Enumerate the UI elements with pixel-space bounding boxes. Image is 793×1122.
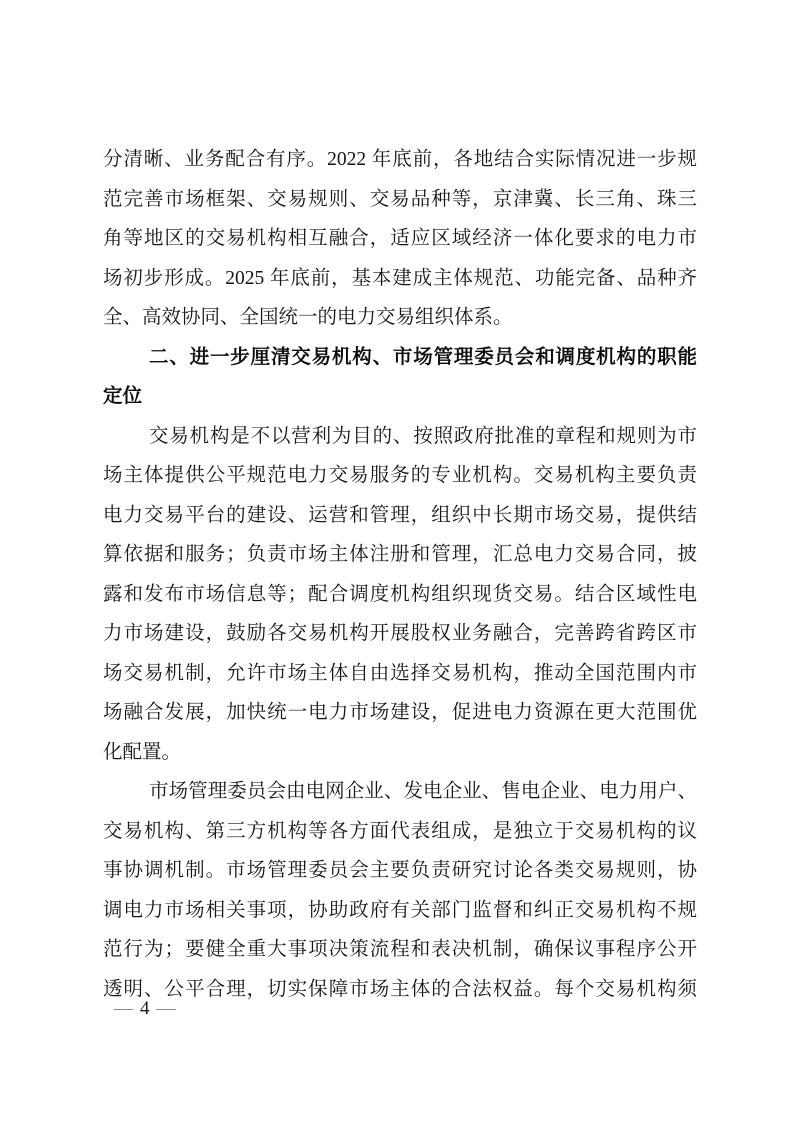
text-line: 场交易机制，允许市场主体自由选择交易机构，推动全国范围内市 [103,662,697,684]
text-line: 角等地区的交易机构相互融合，适应区域经济一体化要求的电力市 [103,228,697,249]
text-line: 调电力市场相关事项，协助政府有关部门监督和纠正交易机构不规 [103,899,697,921]
paragraph-trading-institutions [103,417,697,773]
section-heading-line: 二、进一步厘清交易机构、市场管理委员会和调度机构的职能 [149,345,697,368]
text-line: 化配置。 [103,741,182,763]
text-line: 场融合发展，加快统一电力市场建设，促进电力资源在更大范围优 [103,702,697,723]
paragraph-market-committee [103,772,697,1009]
text-line: 电力交易平台的建设、运营和管理，组织中长期市场交易，提供结 [103,504,697,526]
page-number-dash-right: — [156,998,176,1019]
page-body [103,140,697,1009]
text-line: 分清晰、业务配合有序。2022 年底前，各地结合实际情况进一步规 [103,149,697,170]
section-heading [103,338,697,417]
page-number [114,994,176,1024]
text-line: 交易机构是不以营利为目的、按照政府批准的章程和规则为市 [149,425,697,447]
text-line: 算依据和服务；负责市场主体注册和管理，汇总电力交易合同，披 [103,544,697,565]
text-line: 透明、公平合理，切实保障市场主体的合法权益。每个交易机构须 [103,978,697,1000]
page-number-dash-left: — [114,998,133,1019]
paragraph-intro-continued [103,140,697,338]
text-line: 露和发布市场信息等；配合调度机构组织现货交易。结合区域性电 [103,583,697,605]
text-line: 市场管理委员会由电网企业、发电企业、售电企业、电力用户、 [149,781,697,802]
page-number-value: 4 [140,998,150,1019]
text-line: 事协调机制。市场管理委员会主要负责研究讨论各类交易规则，协 [103,860,697,881]
text-line: 全、高效协同、全国统一的电力交易组织体系。 [103,307,513,328]
text-line: 范完善市场框架、交易规则、交易品种等，京津冀、长三角、珠三 [103,188,697,210]
text-line: 场主体提供公平规范电力交易服务的专业机构。交易机构主要负责 [103,465,697,486]
text-line: 场初步形成。2025 年底前，基本建成主体规范、功能完备、品种齐 [103,267,697,289]
text-line: 范行为；要健全重大事项决策流程和表决机制，确保议事程序公开 [103,939,697,960]
section-heading-line: 定位 [103,385,143,407]
text-line: 交易机构、第三方机构等各方面代表组成，是独立于交易机构的议 [103,820,697,842]
text-line: 力市场建设，鼓励各交易机构开展股权业务融合，完善跨省跨区市 [103,623,697,644]
